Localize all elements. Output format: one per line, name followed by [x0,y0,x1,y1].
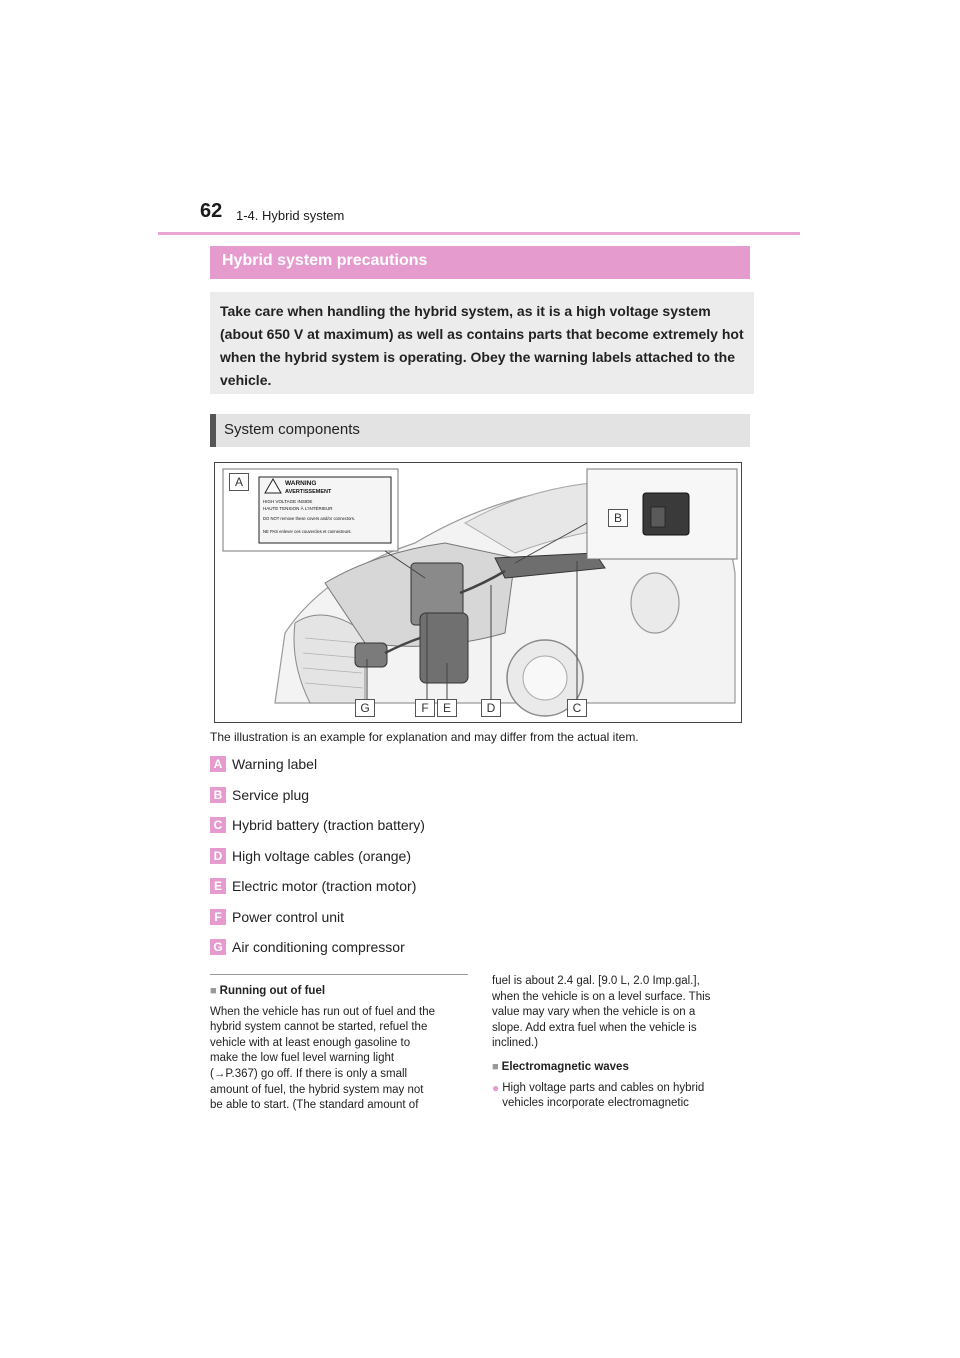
notes-divider [210,974,468,975]
legend-letter-f: F [210,909,226,925]
figure-label-a: A [229,473,249,491]
warning-label-line6: NE PAS enlever ces couvercles et connecteurs. [263,529,352,534]
page-number: 62 [200,200,223,222]
warning-label-line3: HIGH VOLTAGE INSIDE [263,499,313,504]
header-section-title: 1-4. Hybrid system [236,208,345,223]
front-hub-shape [523,656,567,700]
bullet-item [492,1081,754,1112]
subheading: System components [224,421,360,438]
intro-box [210,292,754,394]
note-title-em-text: Electromagnetic waves [501,1060,629,1073]
note-line: High voltage parts and cables on hybrid [502,1081,705,1094]
note-line: amount of fuel, the hybrid system may not [210,1083,424,1096]
legend-label: Hybrid battery (traction battery) [232,817,425,833]
intro-text: Take care when handling the hybrid system, as it is a high voltage system (about 650 V at maximum) as well as contains parts that become extremely hot when the hybrid system is operating. Obey the warning labels attached to the vehicle. [220,303,744,388]
note-line: fuel is about 2.4 gal. [9.0 L, 2.0 Imp.gal.], [492,975,700,987]
section-title: Hybrid system precautions [222,252,428,269]
legend-label: High voltage cables (orange) [232,847,411,864]
note-line: hybrid system cannot be started, refuel the [210,1021,428,1034]
warning-label-line2: AVERTISSEMENT [285,489,332,495]
system-components-illustration [214,462,742,723]
legend-label: Power control unit [232,908,345,925]
legend-label: Warning label [232,756,318,772]
note-line: slope. Add extra fuel when the vehicle is [492,1021,697,1034]
figure-label-d: D [481,699,501,717]
legend-letter-c: C [210,817,226,833]
legend-letter-b: B [210,787,226,803]
section-title-bar [210,246,750,279]
figure-label-c: C [567,699,587,717]
note-title-fuel-text: Running out of fuel [219,985,326,997]
warning-label-line4: HAUTE TENSION À L'INTÉRIEUR [263,506,333,511]
figure-label-f: F [415,699,435,717]
legend-letter-d: D [210,848,226,864]
figure-label-g: G [355,699,375,717]
warning-label-line5: DO NOT remove these covers and/or connectors. [263,516,356,521]
square-bullet-icon: ■ [492,1060,499,1073]
vehicle-illustration [215,463,741,722]
service-plug-handle [651,507,665,527]
note-title-fuel [210,984,472,1000]
note-line: value may vary when the vehicle is on a [492,1006,696,1019]
rear-wheel-shape [631,573,679,633]
legend-letter-e: E [210,878,226,894]
legend-letter-a: A [210,756,226,772]
legend-letter-g: G [210,939,226,955]
legend-label: Air conditioning compressor [232,939,405,955]
notes-left-column [210,984,472,1114]
service-plug-shape [643,493,689,535]
circle-bullet-icon: ● [492,1080,500,1095]
warning-label-line1: WARNING [285,480,317,487]
note-line: vehicle with at least enough gasoline to [210,1036,411,1049]
notes-right-column [492,974,754,1112]
ac-compressor-shape [355,643,387,667]
legend-label: Service plug [232,786,310,803]
note-line: make the low fuel level warning light [210,1052,395,1065]
figure-label-b: B [608,509,628,527]
figure-label-e: E [437,699,457,717]
note-title-em [492,1060,754,1076]
square-bullet-icon: ■ [210,985,217,997]
legend-label: Electric motor (traction motor) [232,878,417,894]
note-line: When the vehicle has run out of fuel and the [210,1005,436,1018]
note-line: be able to start. (The standard amount of [210,1099,419,1112]
note-line-page-ref[interactable]: (→P.367) go off. If there is only a small [210,1067,408,1080]
header-rule [158,232,800,235]
note-line: vehicles incorporate electromagnetic [502,1097,689,1110]
subheading-accent [210,414,216,447]
note-line: when the vehicle is on a level surface. This [492,990,711,1003]
note-line: inclined.) [492,1037,539,1050]
subheading-bar [210,414,750,447]
figure-caption: The illustration is an example for explanation and may differ from the actual item. [210,730,639,744]
grille-shape [294,615,365,703]
